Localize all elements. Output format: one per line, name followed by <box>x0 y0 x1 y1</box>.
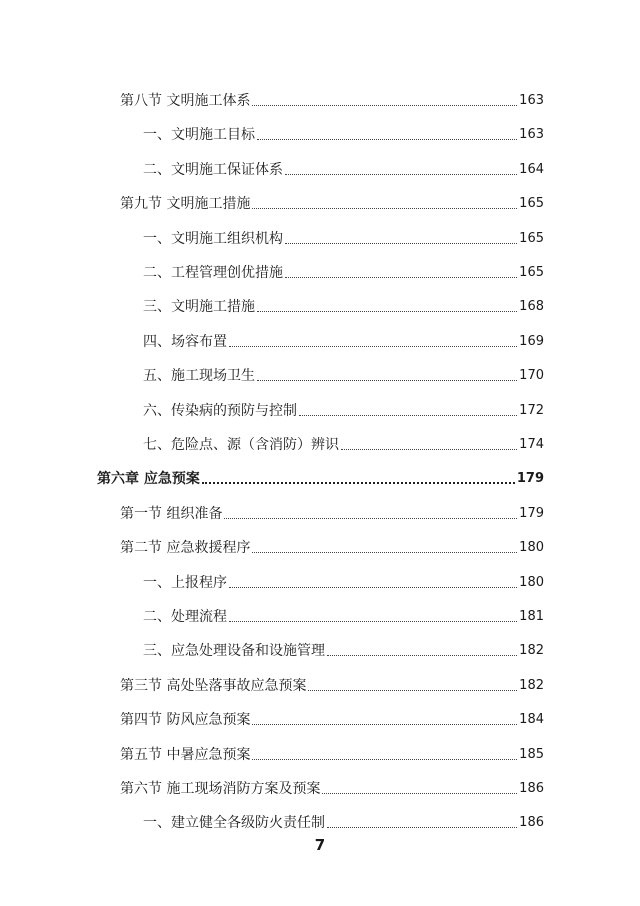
toc-entry-page: 184 <box>519 712 544 728</box>
toc-entry-page: 180 <box>519 540 544 556</box>
toc-entry-page: 185 <box>519 746 544 762</box>
toc-entry-title: 第九节 文明施工措施 <box>120 196 251 213</box>
dot-leader <box>252 724 517 725</box>
toc-entry-title: 三、文明施工措施 <box>143 299 255 316</box>
toc-entry[interactable] <box>143 218 544 248</box>
toc-entry-page: 165 <box>519 196 544 212</box>
toc-entry[interactable] <box>120 699 544 729</box>
toc-entry[interactable] <box>143 286 544 316</box>
toc-entry-title: 一、文明施工组织机构 <box>143 230 283 247</box>
toc-entry-title: 五、施工现场卫生 <box>143 368 255 385</box>
toc-entry[interactable] <box>120 527 544 557</box>
toc-entry[interactable] <box>143 355 544 385</box>
toc-entry-page: 169 <box>519 333 544 349</box>
toc-entry[interactable] <box>143 802 544 832</box>
dot-leader <box>229 587 517 588</box>
toc-entry-page: 182 <box>519 677 544 693</box>
dot-leader <box>327 655 517 656</box>
toc-entry[interactable] <box>143 252 544 282</box>
toc-entry[interactable] <box>143 596 544 626</box>
toc-entry-page: 179 <box>516 471 544 487</box>
toc-entry-title: 一、文明施工目标 <box>143 127 255 144</box>
toc-chapter-entry[interactable] <box>97 458 544 488</box>
toc-entry[interactable] <box>143 424 544 454</box>
dot-leader <box>327 827 517 828</box>
toc-entry-title: 第二节 应急救援程序 <box>120 540 251 557</box>
toc-entry[interactable] <box>120 734 544 764</box>
toc-entry-title: 六、传染病的预防与控制 <box>143 402 297 419</box>
toc-entry-title: 二、处理流程 <box>143 609 227 625</box>
toc-entry[interactable] <box>143 114 544 144</box>
toc-entry-title: 第四节 防风应急预案 <box>120 712 251 729</box>
toc-entry[interactable] <box>120 665 544 695</box>
toc-entry-title: 七、危险点、源（含消防）辨识 <box>143 437 339 453</box>
toc-entry-page: 163 <box>519 93 544 108</box>
toc-entry-page: 180 <box>519 574 544 590</box>
toc-entry-page: 163 <box>519 127 544 143</box>
toc-entry[interactable] <box>143 630 544 660</box>
dot-leader <box>252 208 517 209</box>
dot-leader <box>308 690 517 691</box>
toc-entry-title: 四、场容布置 <box>143 333 227 350</box>
dot-leader <box>322 793 517 794</box>
dot-leader <box>257 380 517 381</box>
dot-leader <box>257 139 517 140</box>
toc-entry-title: 一、建立健全各级防火责任制 <box>143 815 325 832</box>
toc-entry-page: 181 <box>519 609 544 624</box>
toc-entry-title: 二、工程管理创优措施 <box>143 265 283 281</box>
dot-leader <box>285 277 517 278</box>
toc-entry[interactable] <box>120 80 544 110</box>
dot-leader <box>229 346 517 347</box>
dot-leader <box>299 415 517 416</box>
toc-entry-title: 一、上报程序 <box>143 574 227 591</box>
toc-entry-page: 186 <box>519 815 544 831</box>
page-number: 7 <box>314 836 326 854</box>
toc-entry[interactable] <box>143 321 544 351</box>
toc-entry[interactable] <box>143 390 544 420</box>
toc-entry[interactable] <box>143 149 544 179</box>
toc-entry-page: 164 <box>519 161 544 177</box>
toc-entry-page: 172 <box>519 402 544 418</box>
toc-entry[interactable] <box>120 183 544 213</box>
toc-entry-page: 186 <box>519 781 544 796</box>
toc-entry-page: 179 <box>519 505 544 521</box>
toc-entry-title: 第六章 应急预案 <box>97 471 200 488</box>
dot-leader <box>229 621 517 622</box>
toc-entry-title: 第八节 文明施工体系 <box>120 93 251 109</box>
dot-leader <box>224 518 517 519</box>
toc-entry-page: 182 <box>519 643 544 659</box>
dot-leader <box>285 174 517 175</box>
toc-entry-page: 170 <box>519 368 544 384</box>
toc-entry-title: 三、应急处理设备和设施管理 <box>143 643 325 660</box>
dot-leader <box>202 482 515 484</box>
toc-entry[interactable] <box>143 562 544 592</box>
toc-entry-title: 二、文明施工保证体系 <box>143 161 283 178</box>
dot-leader <box>257 311 517 312</box>
toc-entry[interactable] <box>120 493 544 523</box>
toc-entry-title: 第三节 高处坠落事故应急预案 <box>120 677 307 694</box>
toc-entry-title: 第五节 中暑应急预案 <box>120 746 251 763</box>
toc-entry-title: 第六节 施工现场消防方案及预案 <box>120 781 321 797</box>
toc-entry-page: 165 <box>519 230 544 246</box>
toc-entry-page: 168 <box>519 299 544 315</box>
dot-leader <box>252 105 517 106</box>
dot-leader <box>252 552 517 553</box>
dot-leader <box>252 759 517 760</box>
toc-entry-page: 174 <box>519 437 544 452</box>
dot-leader <box>285 243 517 244</box>
toc-entry-page: 165 <box>519 265 544 280</box>
dot-leader <box>341 449 517 450</box>
toc-entry[interactable] <box>120 768 544 798</box>
toc-entry-title: 第一节 组织准备 <box>120 505 223 522</box>
